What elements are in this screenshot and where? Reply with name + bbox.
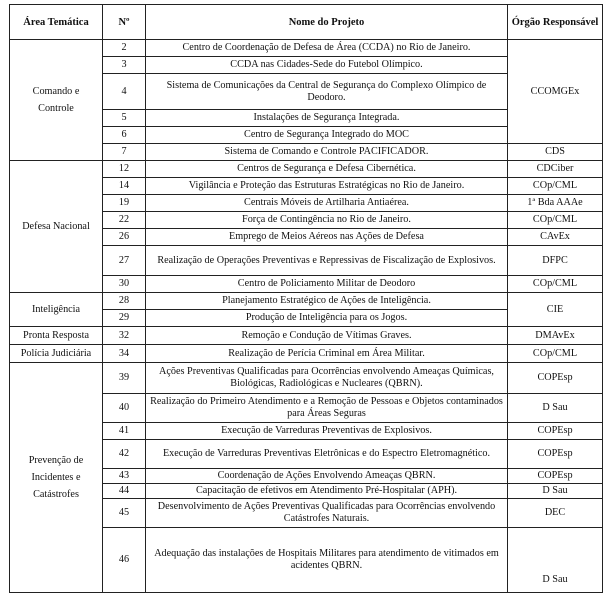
org-cell: CDS [508, 144, 603, 161]
project-name: Centros de Segurança e Defesa Cibernética. [146, 161, 508, 178]
project-number: 26 [103, 229, 146, 246]
org-cell: DFPC [508, 246, 603, 276]
project-name: Realização de Perícia Criminal em Área Militar. [146, 345, 508, 363]
org-ccomgex: CCOMGEx [508, 40, 603, 144]
org-cell: CDCiber [508, 161, 603, 178]
project-name: Adequação das instalações de Hospitais Militares para atendimento de vitimados em acidentes QBRN. [146, 528, 508, 593]
project-number: 14 [103, 178, 146, 195]
project-name: Emprego de Meios Aéreos nas Ações de Defesa [146, 229, 508, 246]
project-number: 39 [103, 363, 146, 394]
header-num: Nº [103, 5, 146, 40]
org-cell: D Sau [508, 528, 603, 593]
org-cell: CAvEx [508, 229, 603, 246]
project-name: Planejamento Estratégico de Ações de Inteligência. [146, 293, 508, 310]
project-name: Realização de Operações Preventivas e Repressivas de Fiscalização de Explosivos. [146, 246, 508, 276]
project-name: Capacitação de efetivos em Atendimento Pré-Hospitalar (APH). [146, 484, 508, 499]
project-number: 27 [103, 246, 146, 276]
project-name: Centro de Policiamento Militar de Deodoro [146, 276, 508, 293]
project-number: 2 [103, 40, 146, 57]
header-org: Órgão Responsável [508, 5, 603, 40]
header-area: Área Temática [10, 5, 103, 40]
org-cell: COPEsp [508, 363, 603, 394]
project-number: 34 [103, 345, 146, 363]
project-number: 32 [103, 327, 146, 345]
org-cell: DEC [508, 499, 603, 528]
project-name: Ações Preventivas Qualificadas para Ocorrências envolvendo Ameaças Químicas, Biológicas, Radiológicas e Nucleares (QBRN). [146, 363, 508, 394]
project-number: 4 [103, 74, 146, 110]
project-number: 30 [103, 276, 146, 293]
org-cell: COp/CML [508, 345, 603, 363]
table-row [10, 327, 603, 345]
project-number: 6 [103, 127, 146, 144]
project-number: 44 [103, 484, 146, 499]
project-name: Centro de Coordenação de Defesa de Área (CCDA) no Rio de Janeiro. [146, 40, 508, 57]
project-number: 7 [103, 144, 146, 161]
project-name: Vigilância e Proteção das Estruturas Estratégicas no Rio de Janeiro. [146, 178, 508, 195]
project-name: Coordenação de Ações Envolvendo Ameaças QBRN. [146, 469, 508, 484]
org-cell: COPEsp [508, 440, 603, 469]
project-number: 5 [103, 110, 146, 127]
project-name: Centro de Segurança Integrado do MOC [146, 127, 508, 144]
area-inteligencia: Inteligência [10, 293, 103, 327]
project-name: Desenvolvimento de Ações Preventivas Qualificadas para Ocorrências envolvendo Catástrofes Naturais. [146, 499, 508, 528]
table-row [10, 161, 603, 178]
org-cell: DMAvEx [508, 327, 603, 345]
project-number: 12 [103, 161, 146, 178]
table-row [10, 293, 603, 310]
header-name: Nome do Projeto [146, 5, 508, 40]
project-name: Centrais Móveis de Artilharia Antiaérea. [146, 195, 508, 212]
table-row [10, 40, 603, 57]
project-name: Execução de Varreduras Preventivas de Explosivos. [146, 423, 508, 440]
projects-table [9, 4, 603, 593]
project-number: 19 [103, 195, 146, 212]
project-number: 22 [103, 212, 146, 229]
project-name: CCDA nas Cidades-Sede do Futebol Olímpico. [146, 57, 508, 74]
org-cell: COp/CML [508, 178, 603, 195]
org-cell: D Sau [508, 484, 603, 499]
project-number: 28 [103, 293, 146, 310]
project-name: Sistema de Comando e Controle PACIFICADOR. [146, 144, 508, 161]
org-cell: COp/CML [508, 276, 603, 293]
header-row [10, 5, 603, 40]
area-defesa-nacional: Defesa Nacional [10, 161, 103, 293]
project-number: 40 [103, 394, 146, 423]
area-prevencao-incidentes: Prevenção de Incidentes e Catástrofes [10, 363, 103, 593]
project-name: Remoção e Condução de Vítimas Graves. [146, 327, 508, 345]
project-number: 3 [103, 57, 146, 74]
project-name: Sistema de Comunicações da Central de Segurança do Complexo Olímpico de Deodoro. [146, 74, 508, 110]
project-name: Produção de Inteligência para os Jogos. [146, 310, 508, 327]
org-cell: 1ª Bda AAAe [508, 195, 603, 212]
project-name: Realização do Primeiro Atendimento e a Remoção de Pessoas e Objetos contaminados para Áreas Seguras [146, 394, 508, 423]
project-name: Execução de Varreduras Preventivas Eletrônicas e do Espectro Eletromagnético. [146, 440, 508, 469]
org-cell: D Sau [508, 394, 603, 423]
area-policia-judiciaria: Polícia Judiciária [10, 345, 103, 363]
project-number: 43 [103, 469, 146, 484]
org-cell: COp/CML [508, 212, 603, 229]
project-number: 42 [103, 440, 146, 469]
project-number: 41 [103, 423, 146, 440]
project-number: 46 [103, 528, 146, 593]
project-number: 29 [103, 310, 146, 327]
table-row [10, 345, 603, 363]
area-pronta-resposta: Pronta Resposta [10, 327, 103, 345]
area-comando-controle: Comando e Controle [10, 40, 103, 161]
org-cell: COPEsp [508, 423, 603, 440]
project-number: 45 [103, 499, 146, 528]
project-name: Força de Contingência no Rio de Janeiro. [146, 212, 508, 229]
table-row [10, 363, 603, 394]
org-cell: COPEsp [508, 469, 603, 484]
project-name: Instalações de Segurança Integrada. [146, 110, 508, 127]
org-cie: CIE [508, 293, 603, 327]
